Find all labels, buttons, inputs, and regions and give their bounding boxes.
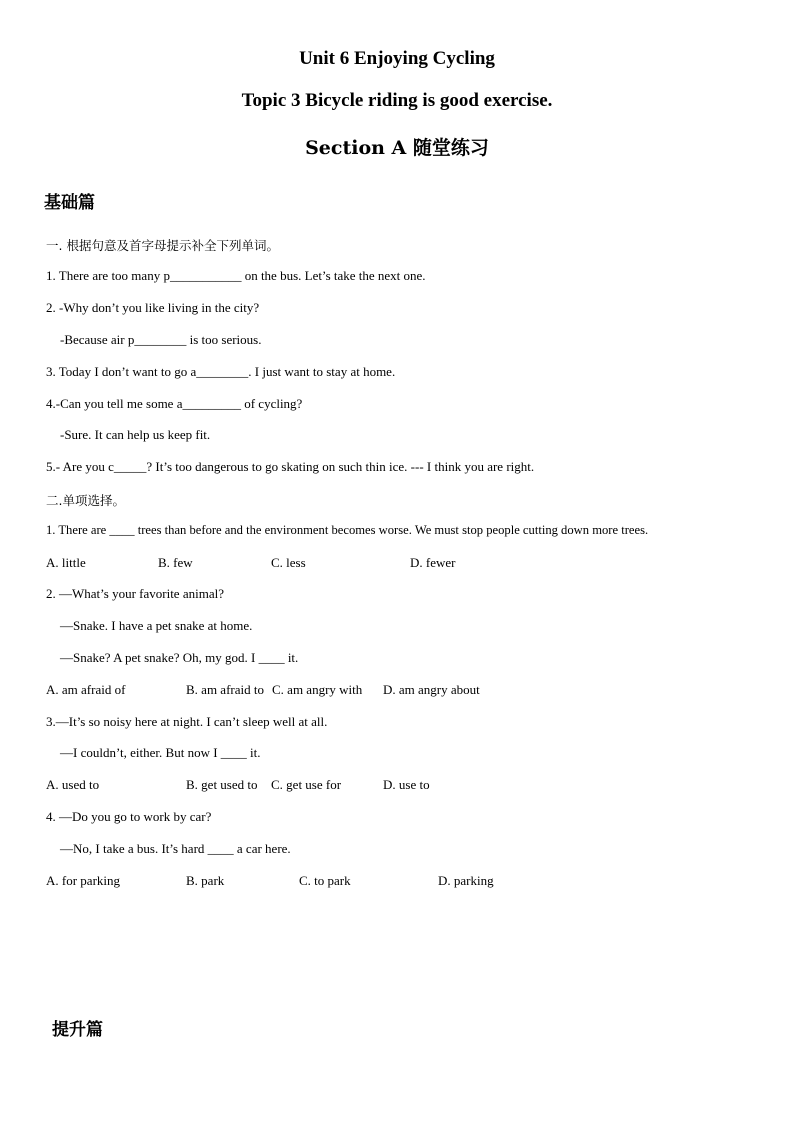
q4-option-a: A. for parking — [46, 873, 121, 888]
q1-stem: 1. There are ____ trees than before and the environment becomes worse. We must stop people cutting down more trees. — [46, 523, 649, 537]
q4-line-1: 4. —Do you go to work by car? — [46, 809, 212, 824]
q2-option-d: D. am angry about — [383, 682, 480, 697]
part1-line-1: 1. There are too many p___________ on the bus. Let’s take the next one. — [46, 268, 426, 283]
part1-line-4-answer: -Sure. It can help us keep fit. — [60, 427, 211, 442]
q4-option-b: B. park — [186, 873, 225, 888]
q4-option-c: C. to park — [299, 873, 351, 888]
part1-line-4: 4.-Can you tell me some a_________ of cycling? — [46, 396, 303, 411]
part1-line-2: 2. -Why don’t you like living in the city? — [46, 300, 260, 315]
q1-option-c: C. less — [271, 555, 306, 570]
q2-line-1: 2. —What’s your favorite animal? — [46, 586, 224, 601]
q3-option-a: A. used to — [46, 777, 100, 792]
advanced-heading: 提升篇 — [52, 1020, 103, 1040]
part1-line-2-answer: -Because air p________ is too serious. — [60, 332, 262, 347]
q3-line-1: 3.—It’s so noisy here at night. I can’t sleep well at all. — [46, 714, 328, 729]
q3-line-2: —I couldn’t, either. But now I ____ it. — [60, 745, 261, 760]
q4-option-d: D. parking — [438, 873, 494, 888]
section-title: Section A 随堂练习 — [305, 137, 489, 159]
q3-option-b: B. get used to — [186, 777, 258, 792]
q1-option-b: B. few — [158, 555, 193, 570]
q3-option-c: C. get use for — [271, 777, 342, 792]
q4-line-2: —No, I take a bus. It’s hard ____ a car here. — [60, 841, 291, 856]
part1-line-5: 5.- Are you c_____? It’s too dangerous to go skating on such thin ice. --- I think you are right. — [46, 459, 535, 474]
q1-option-d: D. fewer — [410, 555, 456, 570]
topic-title: Topic 3 Bicycle riding is good exercise. — [241, 90, 553, 111]
q2-line-3: —Snake? A pet snake? Oh, my god. I ____ it. — [60, 650, 299, 665]
unit-title: Unit 6 Enjoying Cycling — [299, 48, 495, 69]
q2-option-a: A. am afraid of — [46, 682, 126, 697]
basic-heading: 基础篇 — [44, 193, 95, 213]
q1-option-a: A. little — [46, 555, 86, 570]
q2-option-b: B. am afraid to — [186, 682, 264, 697]
part2-instruction: 二.单项选择。 — [46, 493, 125, 508]
part1-instruction: 一. 根据句意及首字母提示补全下列单词。 — [46, 238, 279, 253]
q3-option-d: D. use to — [383, 777, 430, 792]
part1-line-3: 3. Today I don’t want to go a________. I just want to stay at home. — [46, 364, 396, 379]
q2-option-c: C. am angry with — [272, 682, 363, 697]
q2-line-2: —Snake. I have a pet snake at home. — [60, 618, 253, 633]
